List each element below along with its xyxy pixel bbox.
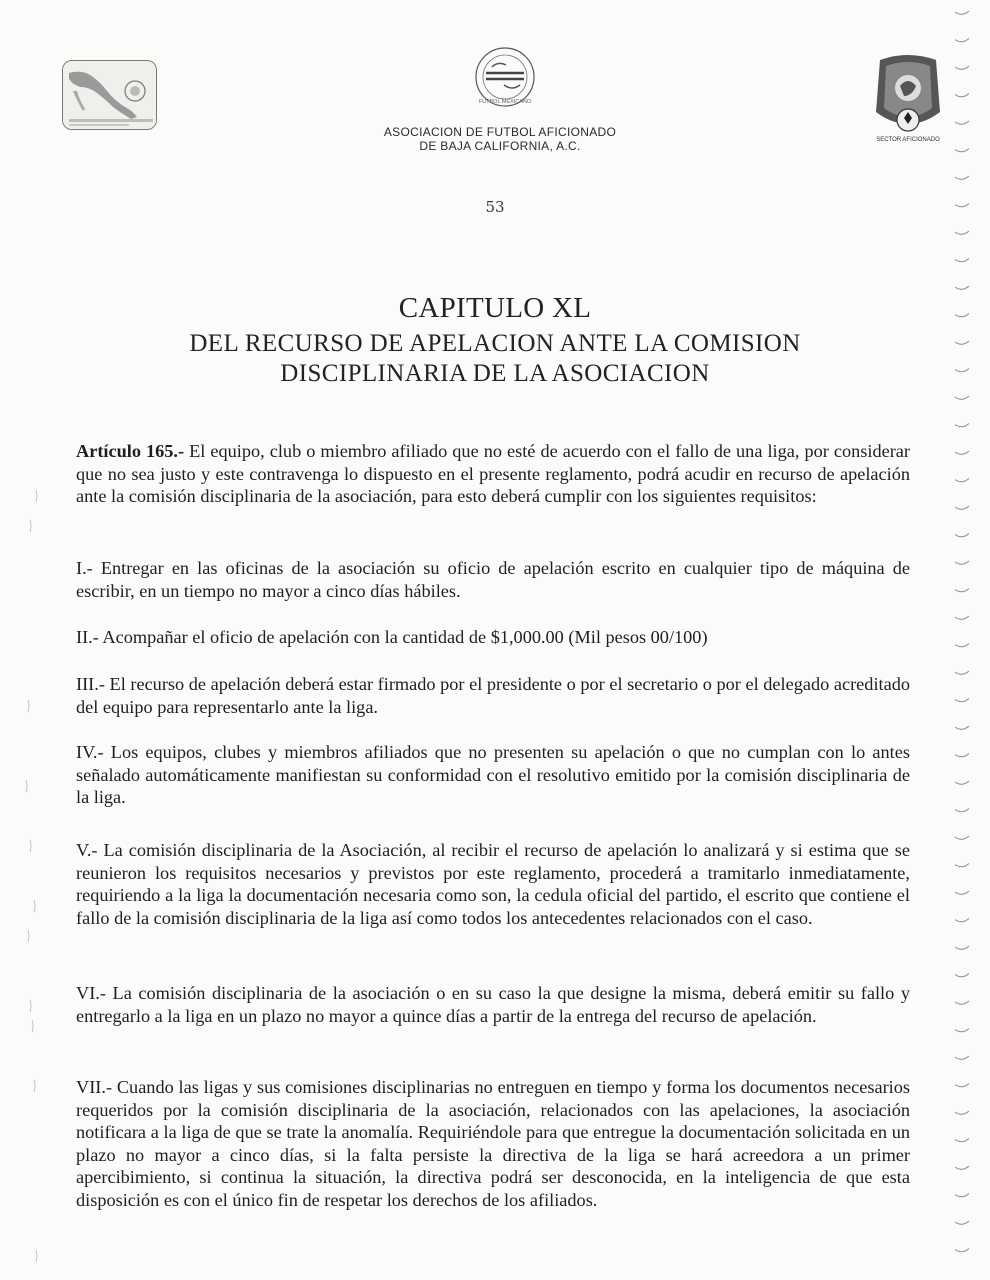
svg-text:SECTOR AFICIONADO: SECTOR AFICIONADO [876, 137, 940, 143]
paragraph-text: Acompañar el oficio de apelación con la cantidad de $1,000.00 (Mil pesos 00/100) [98, 627, 708, 647]
fmf-emblem-icon [470, 45, 540, 110]
binding-hole-mark [955, 1249, 969, 1252]
requirement-label: VI.- [76, 983, 106, 1003]
left-logo [62, 60, 157, 130]
chapter-title: CAPITULO XL [398, 292, 592, 324]
binding-hole-mark [955, 891, 969, 894]
svg-text:FUTBOL MEXICANO: FUTBOL MEXICANO [478, 99, 532, 105]
binding-hole-mark [955, 1139, 969, 1142]
binding-hole-mark [955, 506, 969, 509]
binding-hole-mark [955, 671, 969, 674]
scan-speck [30, 520, 31, 532]
binding-hole-mark [955, 149, 969, 152]
requirement-iv [76, 741, 910, 809]
requirement-i [76, 557, 910, 602]
paragraph-text: La comisión disciplinaria de la Asociación, al recibir el recurso de apelación lo analizará y si estima que se reunieron los requisitos necesarios y previstos por este reglamento, procederá a tramitarlo inmediatamente, requiriendo a la liga la documentación necesaria como son, la cedula oficial del partido, el escrito que contiene el fallo de la comisión disciplinaria de la liga así como todos los antecedentes relacionados con el caso. [76, 840, 910, 928]
binding-hole-mark [955, 589, 969, 592]
binding-hole-mark [955, 864, 969, 867]
binding-hole-mark [955, 1056, 969, 1059]
binding-hole-mark [955, 699, 969, 702]
page-number: 53 [485, 198, 505, 216]
scan-speck [36, 490, 37, 502]
binding-hole-mark [955, 616, 969, 619]
requirement-v [76, 839, 910, 929]
binding-hole-mark [955, 314, 969, 317]
binding-hole-mark [955, 66, 969, 69]
requirement-label: III.- [76, 674, 105, 694]
binding-hole-mark [955, 259, 969, 262]
binding-hole-mark [955, 1084, 969, 1087]
binding-hole-mark [955, 231, 969, 234]
binding-hole-mark [955, 204, 969, 207]
binding-hole-mark [955, 1111, 969, 1114]
binding-hole-mark [955, 94, 969, 97]
paragraph-text: Entregar en las oficinas de la asociación su oficio de apelación escrito en cualquier tipo de máquina de escribir, en un tiempo no mayor a cinco días hábiles. [76, 558, 910, 601]
scan-speck [32, 1020, 33, 1032]
requirement-iii [76, 673, 910, 718]
center-logo [470, 45, 540, 110]
requirement-label: IV.- [76, 742, 104, 762]
scan-specks [0, 0, 60, 1280]
binding-hole-mark [955, 836, 969, 839]
requirement-vii [76, 1076, 910, 1211]
binding-hole-mark [955, 369, 969, 372]
requirement-label: II.- [76, 627, 99, 647]
scan-speck [30, 1000, 31, 1012]
requirement-vi [76, 982, 910, 1027]
right-logo [868, 52, 948, 144]
binding-hole-mark [955, 781, 969, 784]
binding-hole-mark [955, 341, 969, 344]
requirement-ii [76, 626, 910, 649]
map-emblem-icon [63, 61, 157, 130]
binding-hole-mark [955, 809, 969, 812]
scan-speck [34, 1080, 35, 1092]
chapter-subtitle-line2: DISCIPLINARIA DE LA ASOCIACION [280, 360, 710, 387]
scan-speck [34, 900, 35, 912]
binding-hole-mark [955, 121, 969, 124]
binding-hole-mark [955, 644, 969, 647]
binding-hole-mark [955, 1221, 969, 1224]
binding-hole-mark [955, 1001, 969, 1004]
binding-hole-mark [955, 919, 969, 922]
binding-hole-mark [955, 561, 969, 564]
chapter-subtitle-line1: DEL RECURSO DE APELACION ANTE LA COMISION [189, 330, 801, 357]
binding-hole-mark [955, 534, 969, 537]
scan-speck [28, 930, 29, 942]
paragraph-text: La comisión disciplinaria de la asociación o en su caso la que designe la misma, deberá emitir su fallo y entregarlo a la liga en un plazo no mayor a quince días a partir de la entrega del recurso de apelación. [76, 983, 910, 1026]
binding-hole-mark [955, 479, 969, 482]
requirement-label: VII.- [76, 1077, 113, 1097]
organization-name-line2: DE BAJA CALIFORNIA, A.C. [419, 139, 581, 153]
binding-hole-mark [955, 946, 969, 949]
binding-hole-mark [955, 1029, 969, 1032]
paragraph-text: Cuando las ligas y sus comisiones disciplinarias no entreguen en tiempo y forma los documentos necesarios requeridos por la comisión disciplinaria de la asociación, relacionados con las apelaciones, la asociación notificara a la liga de que se trate la anomalía. Requiriéndole para que entregue la documentación solicitada en un plazo no mayor a cinco días, si la falta persiste la directiva de la liga se hará acreedora a un primer apercibimiento, si continua la situación, la directiva podrá ser desconocida, en la inteligencia de que esta disposición es con el único fin de respetar los derechos de los afiliados. [76, 1077, 910, 1210]
scan-speck [26, 780, 27, 792]
binding-hole-mark [955, 39, 969, 42]
binding-hole-mark [955, 1194, 969, 1197]
article-165-paragraph [76, 440, 910, 508]
binding-hole-mark [955, 451, 969, 454]
binding-hole-mark [955, 1166, 969, 1169]
binding-hole-mark [955, 424, 969, 427]
paragraph-text: Los equipos, clubes y miembros afiliados que no presenten su apelación o que no cumplan con lo antes señalado automáticamente manifiestan su conformidad con el resolutivo emitido por la comisión disciplinaria de la liga. [76, 742, 910, 807]
scan-speck [30, 840, 31, 852]
binding-hole-mark [955, 396, 969, 399]
scan-speck [36, 1250, 37, 1262]
scan-speck [28, 700, 29, 712]
binding-hole-mark [955, 726, 969, 729]
binding-marks [952, 0, 972, 1280]
mexico-crest-icon [868, 52, 948, 144]
binding-hole-mark [955, 286, 969, 289]
requirement-label: I.- [76, 558, 93, 578]
article-label: Artículo 165.- [76, 441, 185, 461]
binding-hole-mark [955, 176, 969, 179]
paragraph-text: El equipo, club o miembro afiliado que no esté de acuerdo con el fallo de una liga, por considerar que no sea justo y este contravenga lo dispuesto en el presente reglamento, podrá acudir en recurso de apelación ante la comisión disciplinaria de la asociación, para esto deberá cumplir con los siguientes requisitos: [76, 441, 910, 506]
binding-hole-mark [955, 974, 969, 977]
binding-hole-mark [955, 754, 969, 757]
requirement-label: V.- [76, 840, 98, 860]
binding-hole-mark [955, 11, 969, 14]
organization-name-line1: ASOCIACION DE FUTBOL AFICIONADO [383, 125, 617, 139]
paragraph-text: El recurso de apelación deberá estar firmado por el presidente o por el secretario o por el delegado acreditado del equipo para representarlo ante la liga. [76, 674, 910, 717]
